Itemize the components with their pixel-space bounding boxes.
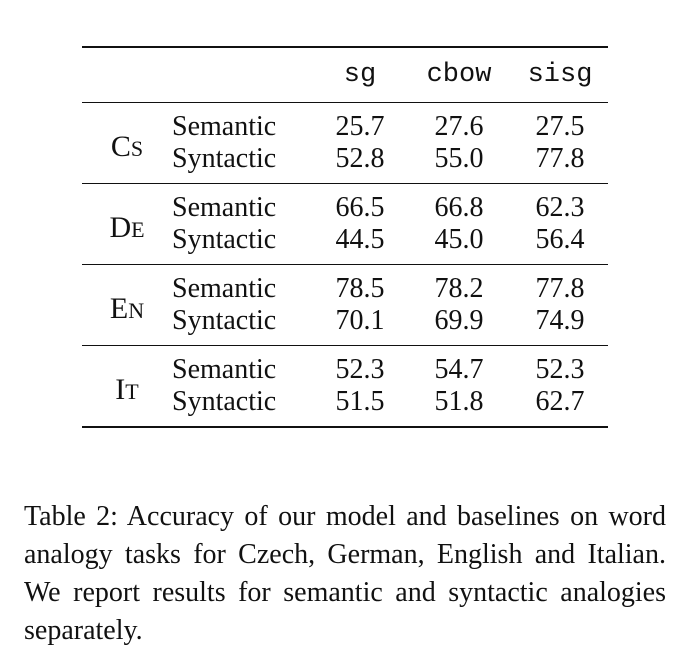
value-sisg: 27.5 xyxy=(535,110,585,142)
value-sg: 66.5 xyxy=(335,191,385,223)
table-row xyxy=(82,264,608,305)
header-sg: sg xyxy=(343,59,377,90)
value-sg: 52.8 xyxy=(335,142,385,174)
header-sisg: sisg xyxy=(527,59,593,90)
task-cell: Syntactic xyxy=(172,304,277,336)
language-cell xyxy=(82,102,172,183)
language-smallcaps: E xyxy=(131,216,145,242)
language-smallcaps: N xyxy=(128,297,145,323)
language-cell xyxy=(82,264,172,345)
value-sg: 70.1 xyxy=(335,304,385,336)
table-row xyxy=(82,102,608,143)
value-sg: 25.7 xyxy=(335,110,385,142)
language-initial: C xyxy=(110,129,131,163)
table-caption: Table 2: Accuracy of our model and baselines on word analogy tasks for Czech, German, English and Italian. We report results for semantic and syntactic analogies separately. xyxy=(24,501,666,646)
value-sisg: 74.9 xyxy=(535,304,585,336)
task-cell: Syntactic xyxy=(172,142,277,174)
value-sg: 52.3 xyxy=(335,353,385,385)
header-lang xyxy=(82,47,172,102)
table-row xyxy=(82,183,608,224)
task-cell: Semantic xyxy=(172,272,277,304)
language-initial: I xyxy=(115,372,126,406)
value-cbow: 27.6 xyxy=(434,110,484,142)
value-cbow: 78.2 xyxy=(434,272,484,304)
value-cbow: 51.8 xyxy=(434,385,484,417)
value-cbow: 66.8 xyxy=(434,191,484,223)
value-sg: 78.5 xyxy=(335,272,385,304)
results-table xyxy=(82,46,608,428)
task-cell: Syntactic xyxy=(172,223,277,255)
header-row xyxy=(82,47,608,102)
value-cbow: 45.0 xyxy=(434,223,484,255)
header-task xyxy=(172,47,314,102)
value-cbow: 54.7 xyxy=(434,353,484,385)
language-cell xyxy=(82,345,172,427)
task-cell: Syntactic xyxy=(172,385,277,417)
value-sisg: 52.3 xyxy=(535,353,585,385)
value-sisg: 62.7 xyxy=(535,385,585,417)
language-cell xyxy=(82,183,172,264)
language-initial: E xyxy=(109,291,129,325)
language-initial: D xyxy=(109,210,132,244)
language-smallcaps: T xyxy=(125,378,139,404)
value-sg: 51.5 xyxy=(335,385,385,417)
value-sisg: 77.8 xyxy=(535,272,585,304)
task-cell: Semantic xyxy=(172,191,277,223)
task-cell: Semantic xyxy=(172,110,277,142)
value-cbow: 55.0 xyxy=(434,142,484,174)
language-smallcaps: S xyxy=(130,135,144,161)
value-sg: 44.5 xyxy=(335,223,385,255)
value-sisg: 56.4 xyxy=(535,223,585,255)
task-cell: Semantic xyxy=(172,353,277,385)
header-cbow: cbow xyxy=(426,59,492,90)
value-sisg: 77.8 xyxy=(535,142,585,174)
value-sisg: 62.3 xyxy=(535,191,585,223)
value-cbow: 69.9 xyxy=(434,304,484,336)
table-row xyxy=(82,345,608,386)
